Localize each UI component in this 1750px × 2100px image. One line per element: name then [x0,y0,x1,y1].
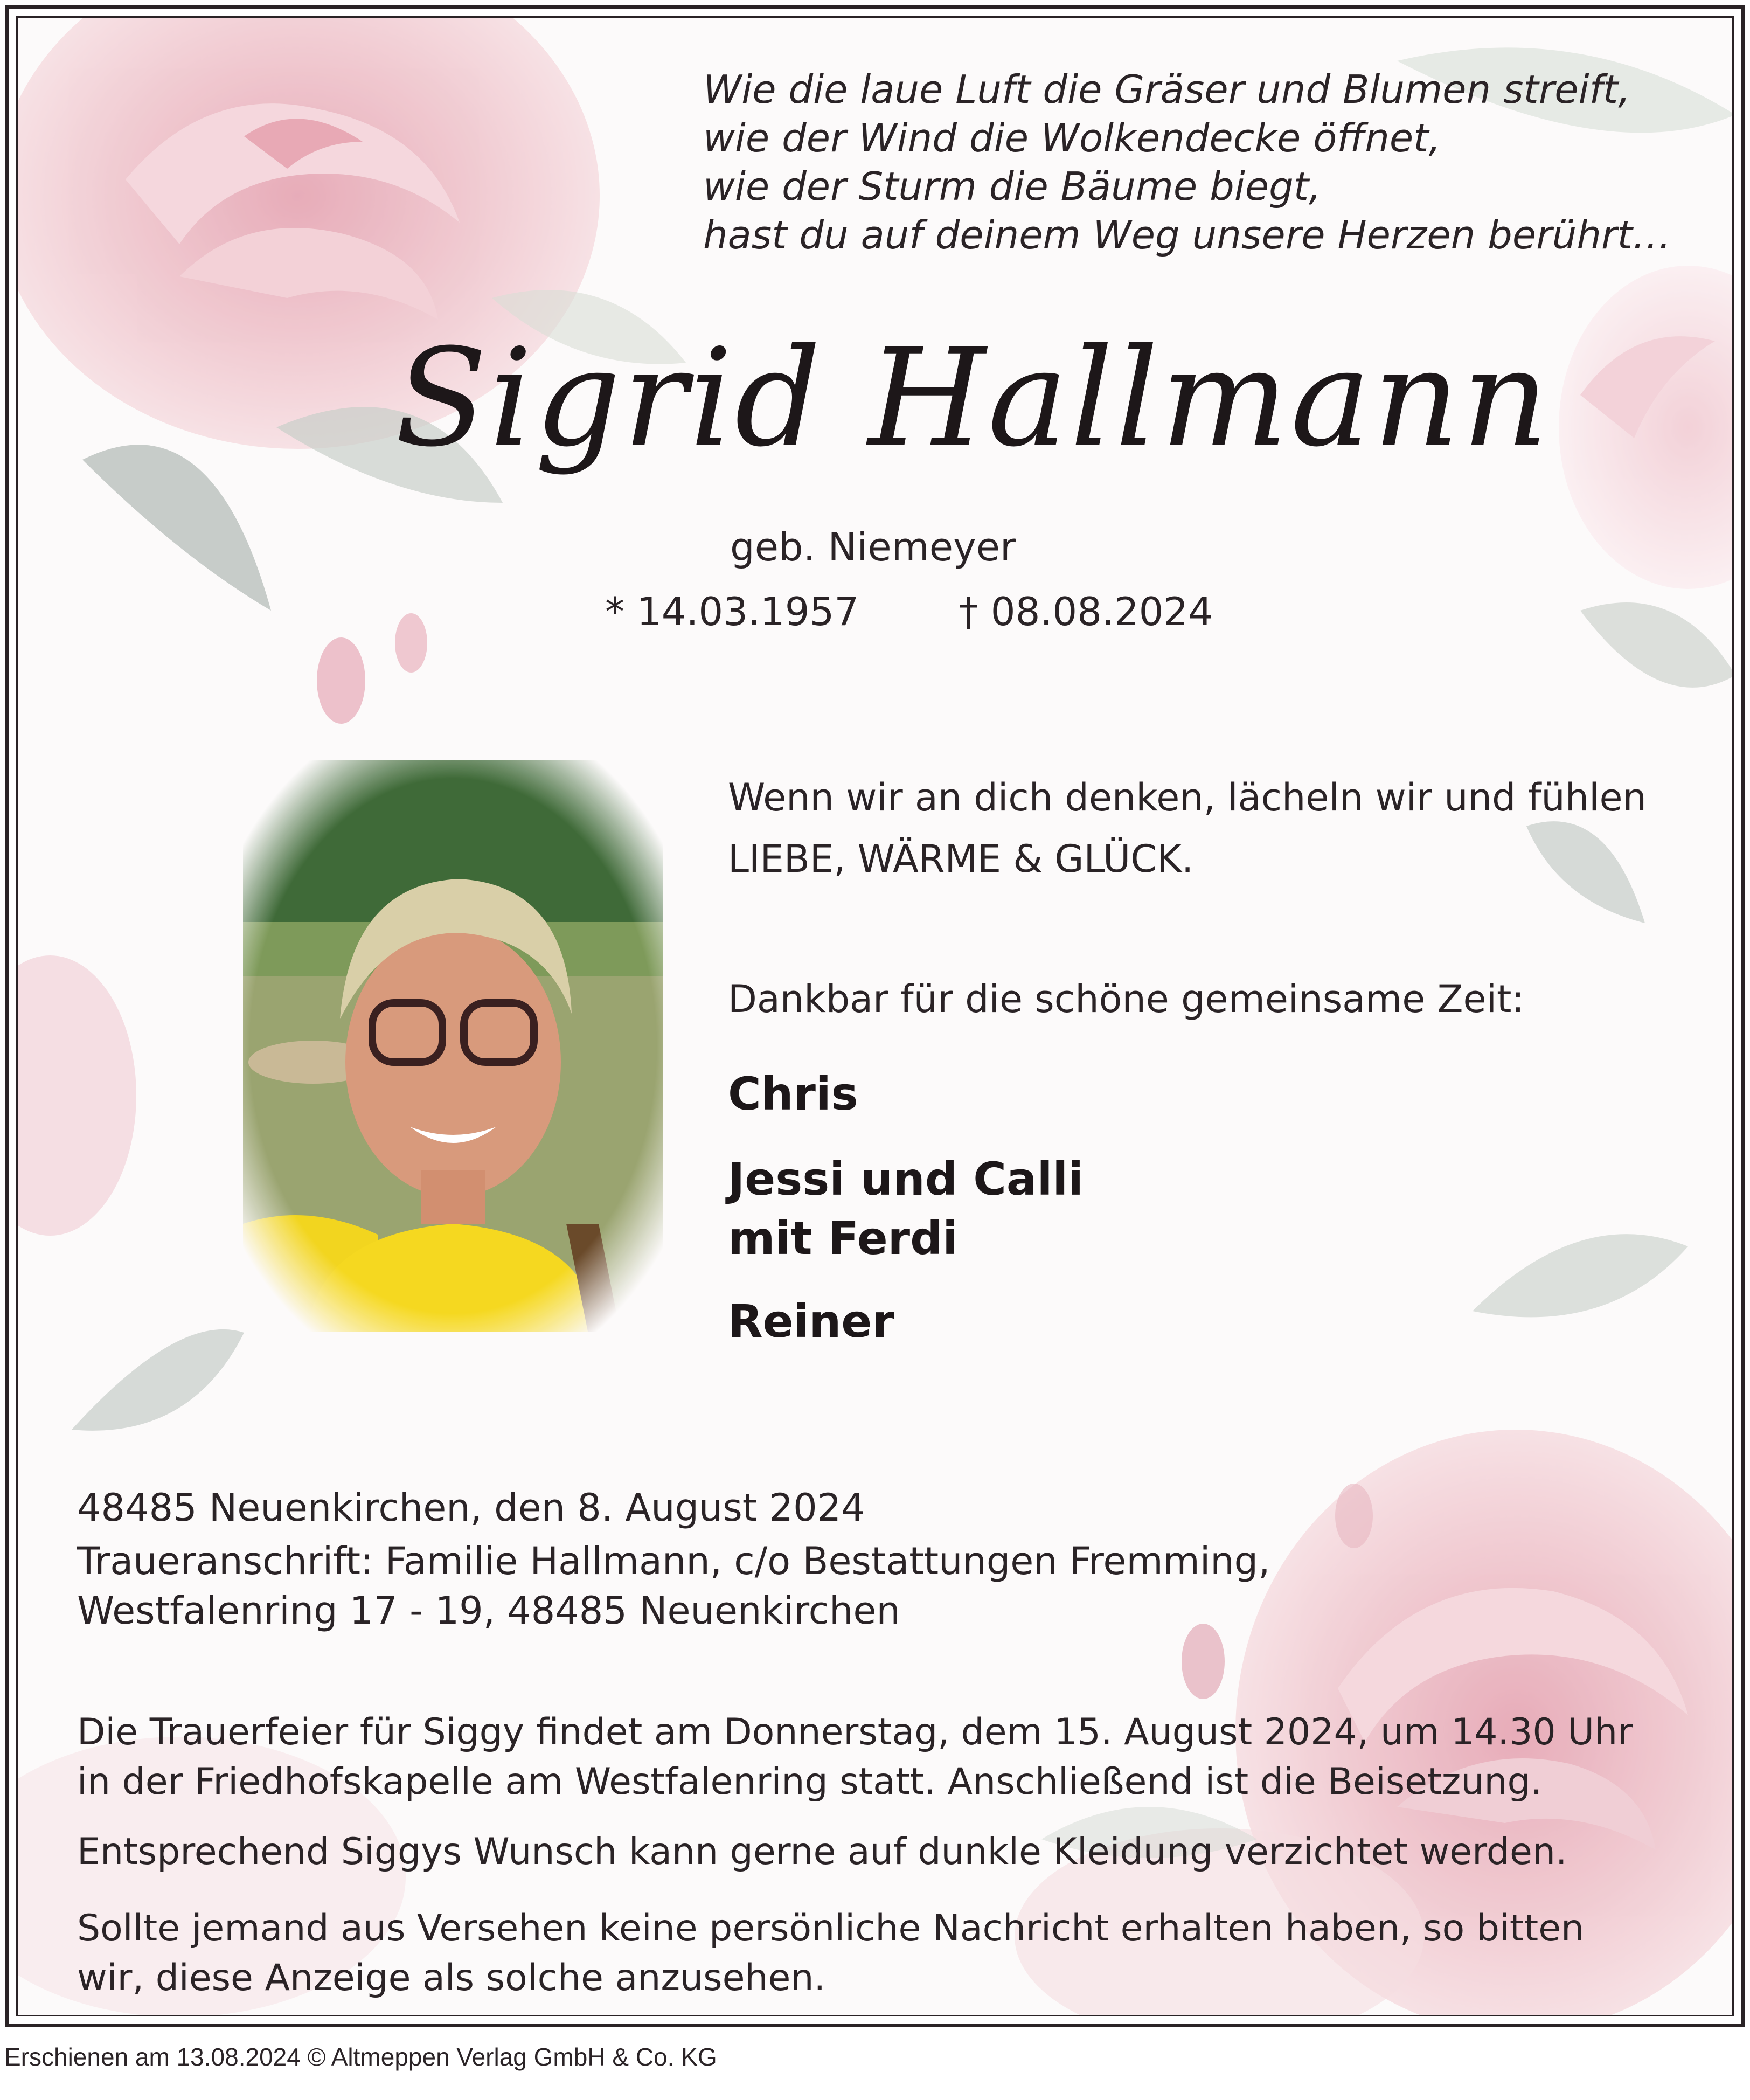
maiden-name: geb. Niemeyer [730,524,1016,570]
personal-message-notice [77,1904,1584,2003]
poem-line: wie der Sturm die Bäume biegt, [703,164,1321,209]
message-line: Wenn wir an dich denken, lächeln wir und fühlen [728,775,1647,820]
poem-line: wie der Wind die Wolkendecke öffnet, [703,115,1441,161]
family-member-line: Jessi und Calli [728,1153,1084,1205]
memorial-message [728,767,1647,890]
message-line: LIEBE, WÄRME & GLÜCK. [728,837,1194,881]
deceased-name: Sigrid Hallmann [395,320,1551,476]
poem-line: Wie die laue Luft die Gräser und Blumen streift, [703,67,1631,112]
life-dates [605,589,1213,634]
notice-line: in der Friedhofskapelle am Westfalenring statt. Anschließend ist die Beisetzung. [77,1761,1543,1803]
birth-date: * 14.03.1957 [605,589,859,634]
mourning-address [77,1536,1270,1635]
poem-line: hast du auf deinem Weg unsere Herzen berührt… [703,212,1671,258]
clothing-notice: Entsprechend Siggys Wunsch kann gerne auf dunkle Kleidung verzichtet werden. [77,1831,1567,1873]
family-member: Chris [728,1068,858,1120]
obituary-card [16,16,1734,2016]
ceremony-notice [77,1708,1633,1807]
notice-line: Sollte jemand aus Versehen keine persönliche Nachricht erhalten haben, so bitten [77,1907,1585,1950]
poem [703,65,1671,259]
address-line: Traueranschrift: Familie Hallmann, c/o Bestattungen Fremming, [77,1539,1270,1583]
notice-line: Die Trauerfeier für Siggy findet am Donnerstag, dem 15. August 2024, um 14.30 Uhr [77,1711,1633,1754]
notice-line: wir, diese Anzeige als solche anzusehen. [77,1957,826,1999]
death-date: † 08.08.2024 [959,589,1213,634]
family-member-line: mit Ferdi [728,1212,959,1265]
address-line: Westfalenring 17 - 19, 48485 Neuenkirchen [77,1589,900,1633]
rose-top-right [1559,266,1734,589]
family-member: Reiner [728,1295,894,1348]
place-date: 48485 Neuenkirchen, den 8. August 2024 [77,1486,865,1530]
family-member [728,1149,1084,1268]
thanks-line: Dankbar für die schöne gemeinsame Zeit: [728,977,1525,1021]
publication-footer: Erschienen am 13.08.2024 © Altmeppen Verlag GmbH & Co. KG [4,2043,717,2071]
portrait-photo [243,760,663,1332]
